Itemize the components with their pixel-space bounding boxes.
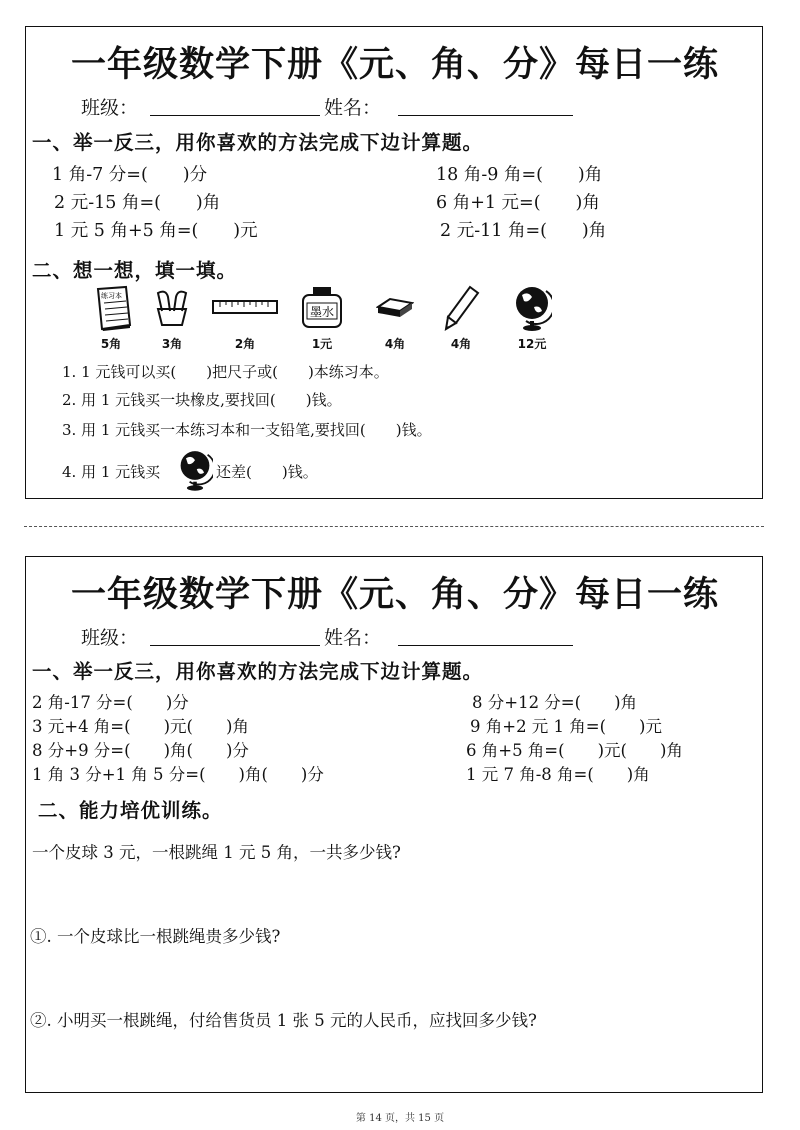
problem: 6 角+1 元=( )角 (436, 193, 600, 213)
name-label: 姓名： (324, 627, 382, 649)
notebook-label: 练习本 (101, 292, 122, 300)
problem: 1 元 5 角+5 角=( )元 (54, 221, 258, 241)
section-2-heading: 二、想一想，填一填。 (32, 259, 238, 282)
worksheet-1 (25, 26, 763, 499)
problem: 2 角-17 分=( )分 (32, 693, 189, 712)
ink-bottle-icon (300, 285, 344, 329)
problem: 1 角-7 分=( )分 (52, 165, 208, 185)
section-2-heading: 二、能力培优训练。 (38, 799, 223, 822)
problem: 2 元-15 角=( )角 (54, 193, 221, 213)
name-label: 姓名： (324, 97, 382, 119)
question-1: 1. 1 元钱可以买( )把尺子或( )本练习本。 (62, 363, 389, 381)
sub-question-2: ②. 小明买一根跳绳，付给售货员 1 张 5 元的人民币，应找回多少钱? (30, 1011, 537, 1030)
problem: 8 分+9 分=( )角( )分 (32, 741, 249, 760)
item-binder-clip (152, 289, 192, 351)
item-pencil (444, 285, 480, 351)
problem: 6 角+5 角=( )元( )角 (466, 741, 683, 760)
binder-clip-icon (152, 289, 192, 329)
question-2: 2. 用 1 元钱买一块橡皮,要找回( )钱。 (62, 391, 342, 409)
problem: 8 分+12 分=( )角 (472, 693, 638, 712)
globe-icon (177, 447, 213, 493)
word-problem: 一个皮球 3 元，一根跳绳 1 元 5 角，一共多少钱? (32, 843, 401, 862)
notebook-icon (92, 285, 132, 331)
section-1-heading: 一、举一反三，用你喜欢的方法完成下边计算题。 (32, 131, 484, 154)
question-4-end: 还差( )钱。 (216, 463, 318, 481)
question-4-globe (177, 447, 213, 493)
item-eraser (376, 297, 414, 351)
page-footer: 第 14 页，共 15 页 (355, 1113, 445, 1124)
problem: 2 元-11 角=( )角 (440, 221, 607, 241)
price: 4角 (450, 337, 472, 351)
globe-icon (512, 283, 552, 333)
eraser-icon (376, 297, 414, 319)
ink-label: 墨水 (309, 305, 335, 319)
problem: 18 角-9 角=( )角 (436, 165, 603, 185)
price: 2角 (234, 337, 256, 351)
class-label: 班级： (81, 627, 139, 649)
worksheet-2 (25, 556, 763, 1093)
item-ruler (212, 299, 278, 351)
question-3: 3. 用 1 元钱买一本练习本和一支铅笔,要找回( )钱。 (62, 421, 432, 439)
ruler-icon (212, 299, 278, 315)
sub-question-1: ①. 一个皮球比一根跳绳贵多少钱? (30, 927, 281, 946)
question-4-start: 4. 用 1 元钱买 (62, 463, 161, 481)
item-notebook (92, 285, 132, 351)
problem: 1 元 7 角-8 角=( )角 (466, 765, 650, 784)
worksheet-title: 一年级数学下册《元、角、分》每日一练 (70, 575, 719, 615)
name-blank[interactable] (398, 115, 573, 116)
problem: 1 角 3 分+1 角 5 分=( )角( )分 (32, 765, 324, 784)
item-globe (512, 283, 552, 351)
class-blank[interactable] (150, 115, 320, 116)
price: 12元 (517, 337, 547, 351)
price: 4角 (384, 337, 406, 351)
problem: 3 元+4 角=( )元( )角 (32, 717, 249, 736)
name-blank[interactable] (398, 645, 573, 646)
class-blank[interactable] (150, 645, 320, 646)
pencil-icon (444, 285, 480, 331)
section-1-heading: 一、举一反三，用你喜欢的方法完成下边计算题。 (32, 660, 484, 683)
class-label: 班级： (81, 97, 139, 119)
problem: 9 角+2 元 1 角=( )元 (470, 717, 662, 736)
item-ink-bottle (300, 285, 344, 351)
price: 3角 (161, 337, 183, 351)
price: 5角 (100, 337, 122, 351)
worksheet-title: 一年级数学下册《元、角、分》每日一练 (70, 45, 719, 85)
cut-line (24, 526, 764, 527)
price: 1元 (311, 337, 333, 351)
